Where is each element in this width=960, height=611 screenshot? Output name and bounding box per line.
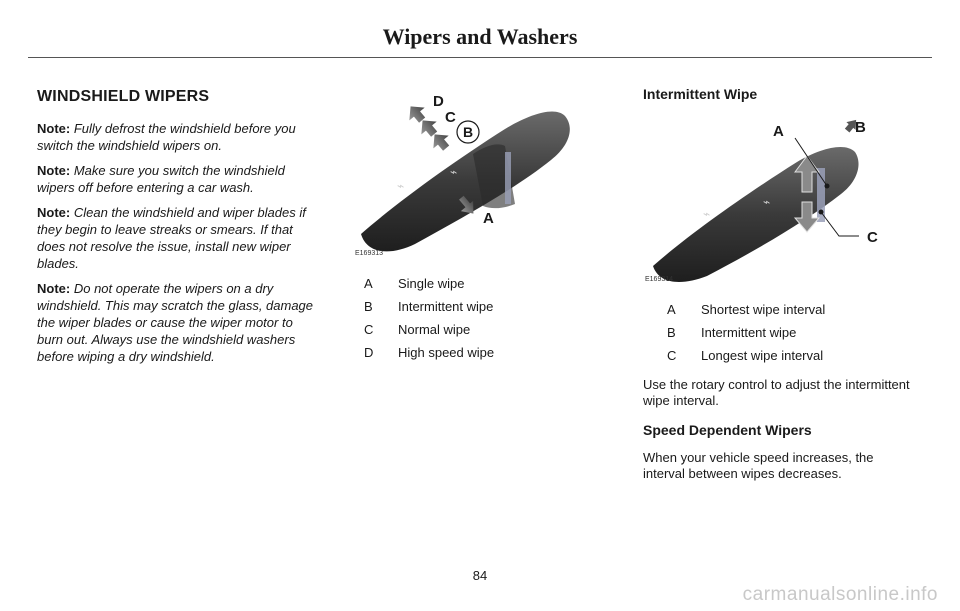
legend-text: High speed wipe <box>398 345 495 360</box>
note-label: Note: <box>37 121 71 136</box>
speed-paragraph-block <box>643 450 913 482</box>
wiper-symbol-icon: ⌁ <box>397 179 405 193</box>
note-label: Note: <box>37 281 71 296</box>
section-heading-speed-dependent-wipers: Speed Dependent Wipers <box>643 422 812 438</box>
legend-row <box>364 272 494 295</box>
page-header-title: Wipers and Washers <box>382 24 578 49</box>
legend-row <box>364 341 494 364</box>
note-text: Fully defrost the windshield before you switch the windshield wipers on. <box>37 121 296 153</box>
note-3 <box>37 204 317 272</box>
legend-key: A <box>667 302 676 317</box>
wiper-lever-illustration <box>355 84 585 260</box>
callout-a: A <box>483 210 494 227</box>
lever-ridge <box>505 152 511 204</box>
section-heading-intermittent-wipe: Intermittent Wipe <box>643 86 758 102</box>
rotary-paragraph-block <box>643 377 913 409</box>
callout-a-dot <box>825 184 830 189</box>
note-text: Clean the windshield and wiper blades if they begin to leave streaks or smears. If that does not resolve the issue, install new wiper blades. <box>37 205 306 271</box>
wiper-symbol-icon: ⌁ <box>450 165 458 179</box>
callout-a: A <box>773 123 784 140</box>
callout-d: D <box>433 93 444 110</box>
legend-row <box>667 298 825 321</box>
legend-text: Intermittent wipe <box>398 299 494 314</box>
legend-key: C <box>364 322 374 337</box>
watermark: carmanualsonline.info <box>742 584 938 605</box>
speed-dependent-block <box>643 422 913 438</box>
section-heading-windshield-wipers: WINDSHIELD WIPERS <box>37 88 210 105</box>
callout-c-dot <box>819 210 824 215</box>
figure-code: E169314 <box>645 276 674 283</box>
paragraph-rotary-control: Use the rotary control to adjust the intermittent wipe interval. <box>643 377 910 408</box>
wiper-symbol-icon: ⌁ <box>703 207 711 221</box>
legend-text: Normal wipe <box>398 322 471 337</box>
paragraph-speed-dependent: When your vehicle speed increases, the interval between wipes decreases. <box>643 450 874 481</box>
figure-code: E169313 <box>355 250 384 257</box>
wiper-lever-figure-1 <box>355 84 585 260</box>
figure-2-legend <box>667 298 825 367</box>
legend-text: Shortest wipe interval <box>701 302 826 317</box>
callout-b: B <box>855 119 866 136</box>
legend-text: Single wipe <box>398 276 465 291</box>
callout-c-leader <box>821 212 859 236</box>
note-1 <box>37 120 317 154</box>
legend-key: B <box>364 299 373 314</box>
figure-1-legend <box>364 272 494 364</box>
left-column <box>37 88 317 373</box>
legend-row <box>667 321 825 344</box>
legend-key: B <box>667 325 676 340</box>
callout-c: C <box>867 229 878 246</box>
header-divider <box>28 57 932 58</box>
legend-row <box>667 344 825 367</box>
legend-text: Intermittent wipe <box>701 325 797 340</box>
note-2 <box>37 162 317 196</box>
note-text: Do not operate the wipers on a dry windshield. This may scratch the glass, damage the wiper blades or cause the wiper motor to burn out. Always use the windshield washers before wiping a dry windshield. <box>37 281 314 364</box>
rotary-control-illustration <box>645 112 885 286</box>
intermittent-heading-block <box>643 86 913 102</box>
legend-key: D <box>364 345 374 360</box>
wiper-lever-body <box>653 147 859 282</box>
legend-row <box>364 295 494 318</box>
wiper-symbol-icon: ⌁ <box>763 195 771 209</box>
callout-c: C <box>445 109 456 126</box>
callout-b: B <box>463 124 474 140</box>
legend-key: C <box>667 348 677 363</box>
note-text: Make sure you switch the windshield wipers off before entering a car wash. <box>37 163 285 195</box>
page-number: 84 <box>472 568 488 583</box>
note-4 <box>37 280 317 365</box>
wiper-lever-figure-2 <box>645 112 885 286</box>
note-label: Note: <box>37 163 71 178</box>
legend-key: A <box>364 276 373 291</box>
note-label: Note: <box>37 205 71 220</box>
legend-row <box>364 318 494 341</box>
legend-text: Longest wipe interval <box>701 348 824 363</box>
